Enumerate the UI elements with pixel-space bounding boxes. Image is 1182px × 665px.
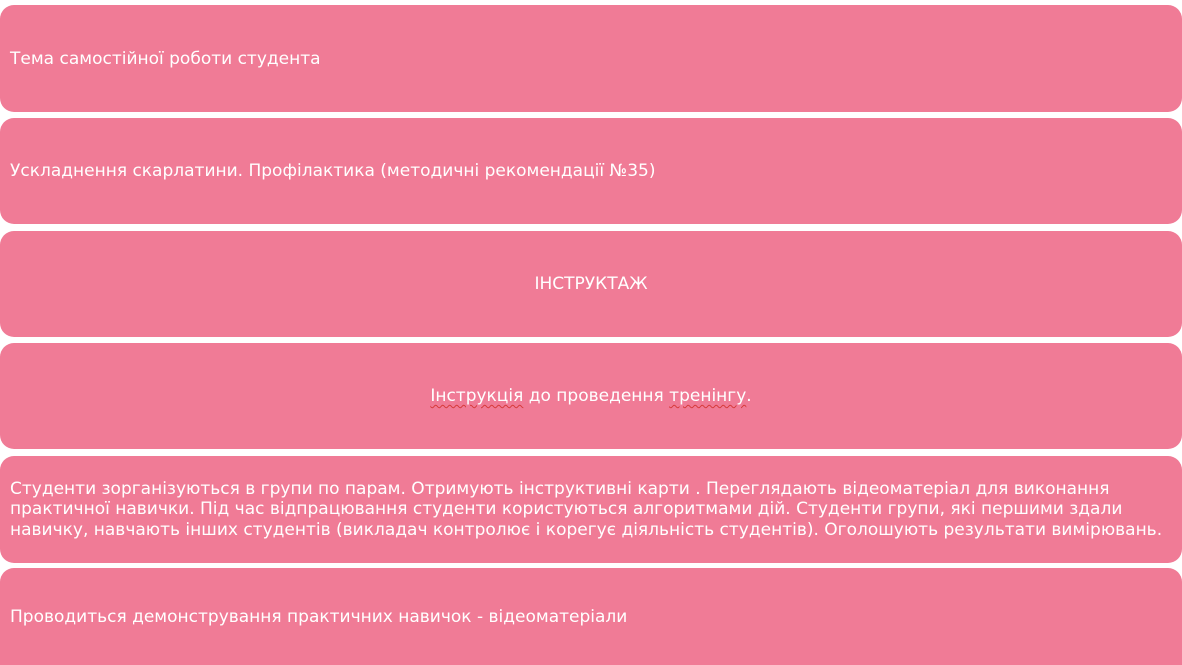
training-instruction-box (0, 343, 1182, 449)
topic-label: Тема самостійної роботи студента (10, 48, 321, 69)
topic-title: Ускладнення скарлатини. Профілактика (методичні рекомендації №35) (10, 161, 656, 181)
topic-title-box (0, 118, 1182, 224)
training-instruction (430, 386, 751, 406)
training-instruction-word-2: тренінгу (669, 386, 747, 406)
procedure-text: Студенти зорганізуються в групи по парам. Отримують інструктивні карти . Переглядають відеоматеріал для виконання практичної навички. Під час відпрацювання студенти користуються алгоритмами дій. Студенти групи, які першими здали навичку, навчають інших студентів (викладач контролює і корегує діяльність студентів). Оголошують результати вимірювань. (10, 478, 1163, 540)
briefing-heading: ІНСТРУКТАЖ (534, 274, 648, 294)
training-instruction-end: . (746, 386, 752, 406)
procedure-box (0, 456, 1182, 563)
training-instruction-middle: до проведення (523, 386, 670, 406)
demonstration-text: Проводиться демонстрування практичних навичок - відеоматеріали (10, 606, 628, 627)
training-instruction-word-1: Інструкція (430, 386, 524, 406)
topic-label-box (0, 5, 1182, 112)
demonstration-box (0, 568, 1182, 665)
briefing-heading-box (0, 231, 1182, 337)
